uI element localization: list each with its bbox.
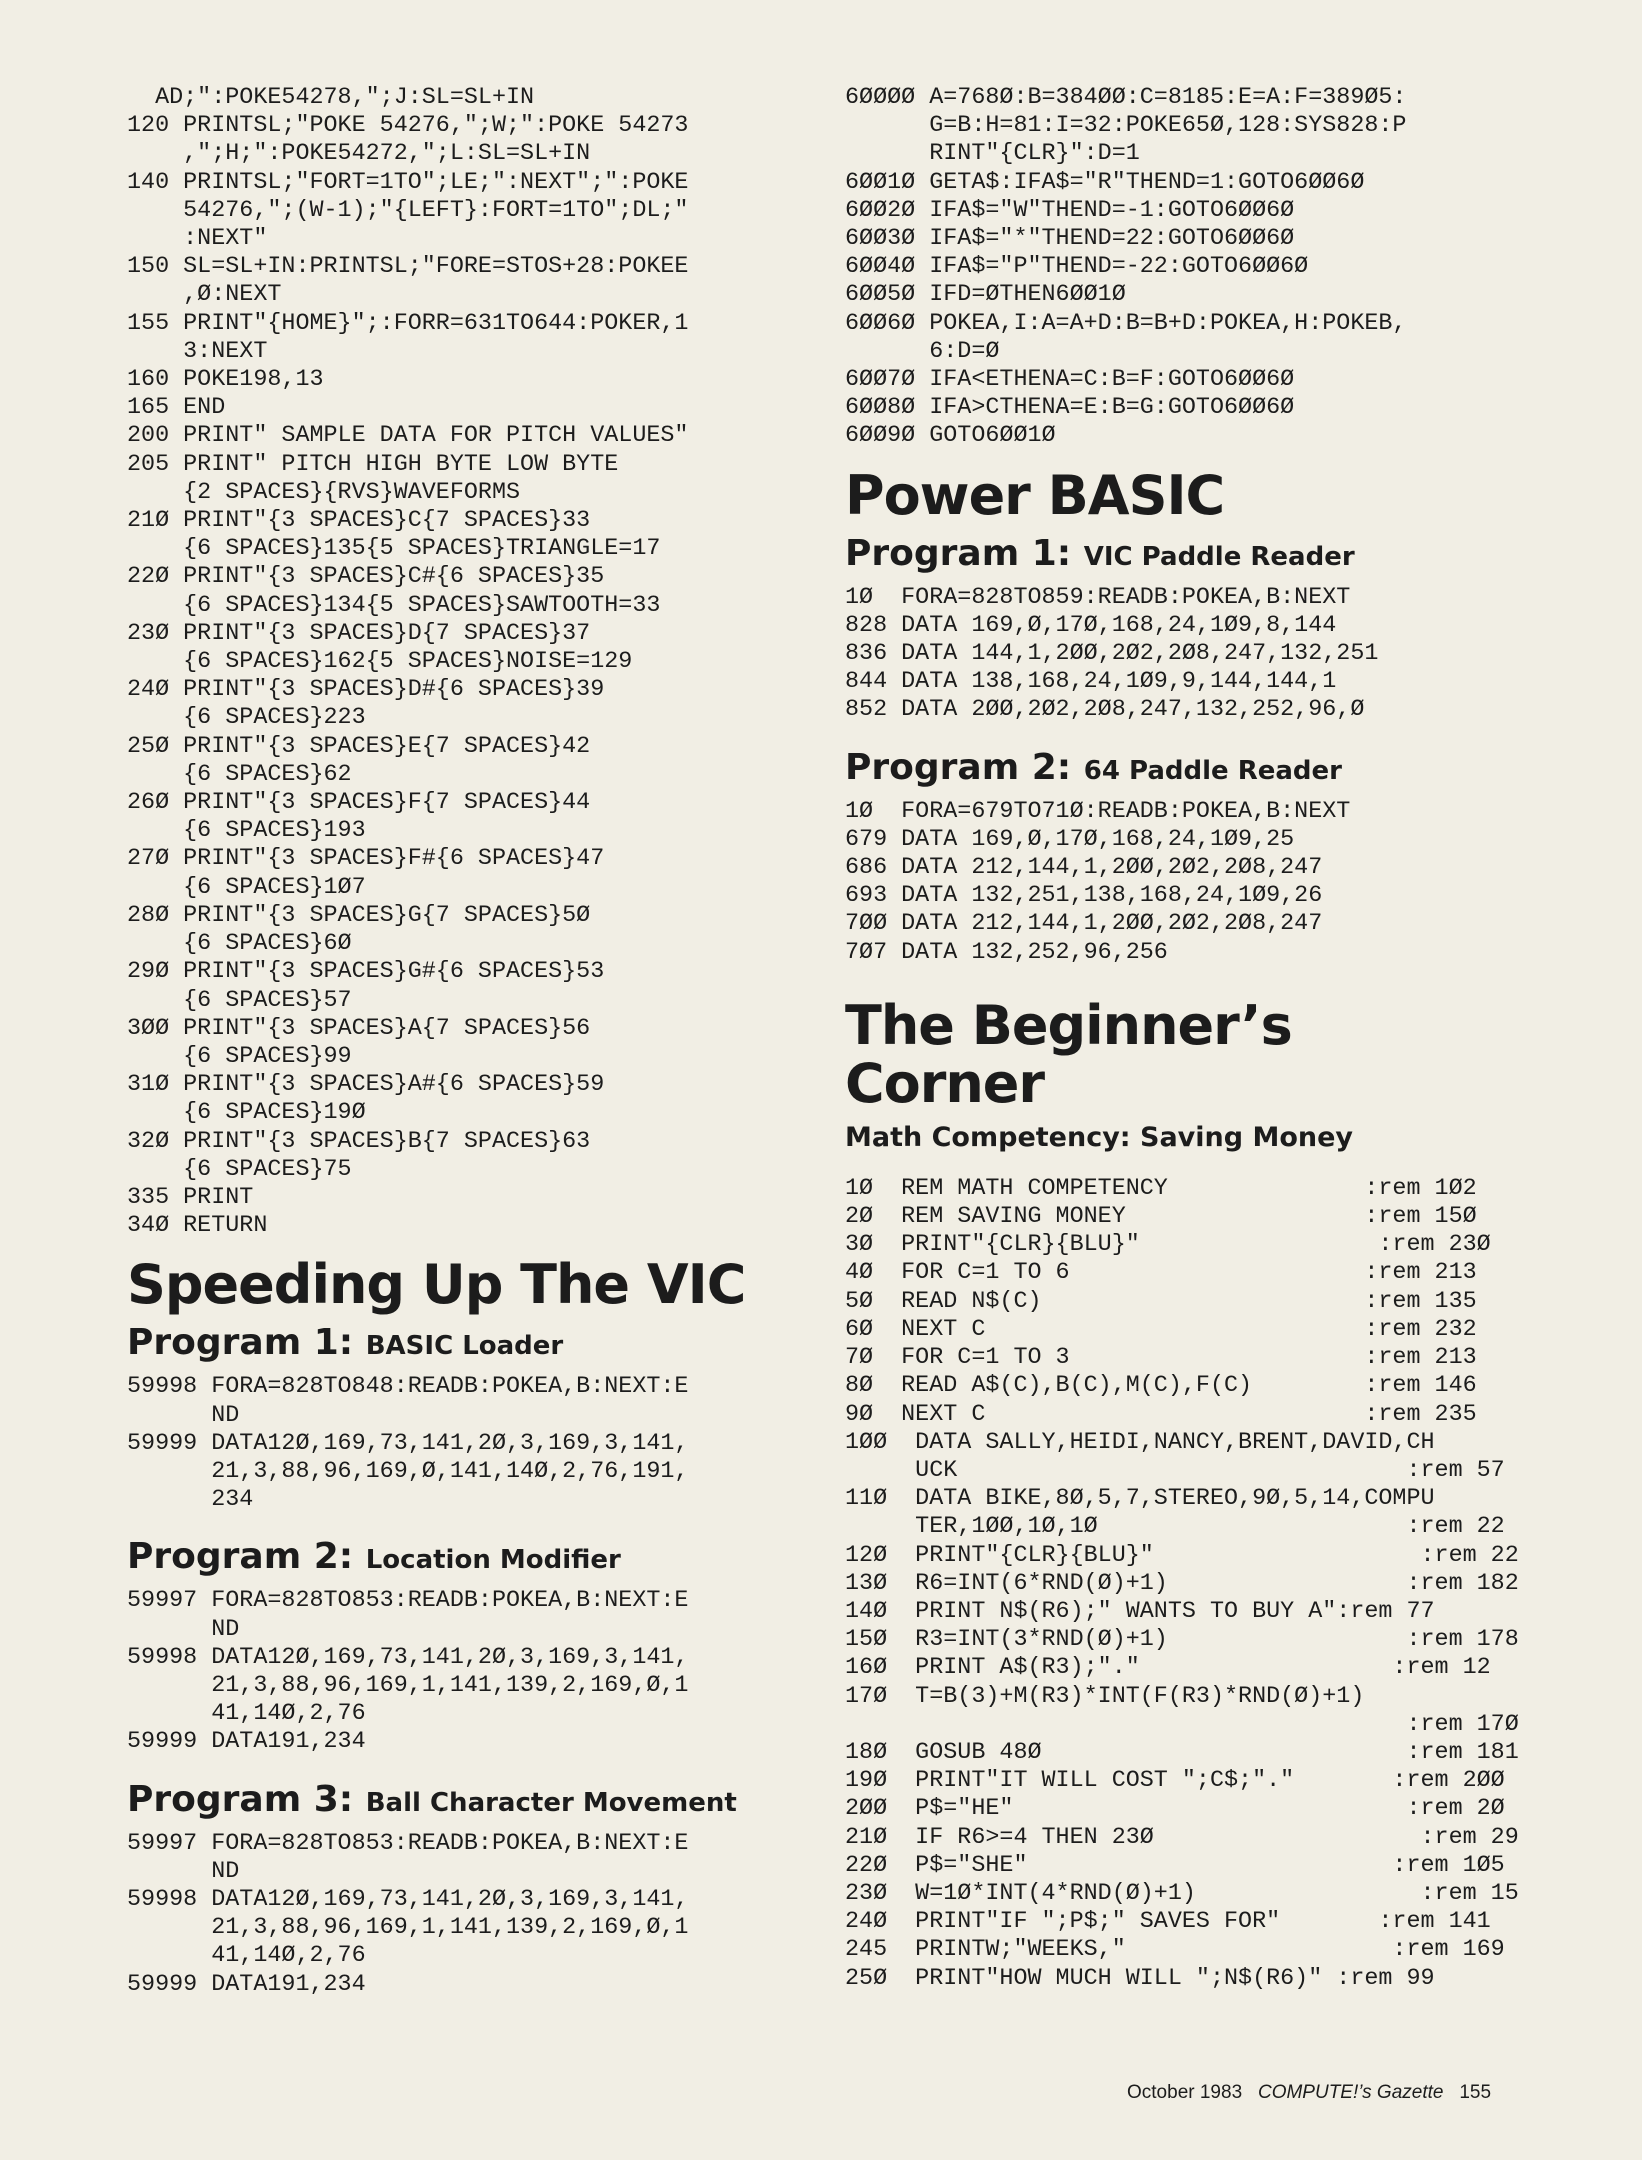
code-line: 17Ø T=B(3)+M(R3)*INT(F(R3)*RND(Ø)+1) xyxy=(845,1683,1365,1710)
code-line: 6Ø NEXT C :rem 232 xyxy=(845,1316,1477,1343)
code-line: 14Ø PRINT N$(R6);" WANTS TO BUY A":rem 77 xyxy=(845,1598,1435,1625)
code-line: 27Ø PRINT"{3 SPACES}F#{6 SPACES}47 xyxy=(127,846,605,873)
code-line: 28Ø PRINT"{3 SPACES}G{7 SPACES}5Ø xyxy=(127,902,591,929)
code-line: G=B:H=81:I=32:POKE65Ø,128:SYS828:P xyxy=(845,113,1407,140)
power-program-1-heading: Program 1: VIC Paddle Reader xyxy=(845,532,1355,574)
code-line: {6 SPACES}193 xyxy=(127,818,366,845)
power-program-2-heading: Program 2: 64 Paddle Reader xyxy=(845,746,1342,788)
code-line: 3ØØ PRINT"{3 SPACES}A{7 SPACES}56 xyxy=(127,1015,591,1042)
left-column xyxy=(127,84,817,1999)
code-line: {6 SPACES}134{5 SPACES}SAWTOOTH=33 xyxy=(127,592,661,619)
code-line: 7Ø7 DATA 132,252,96,256 xyxy=(845,939,1168,966)
code-line: 6ØØ6Ø POKEA,I:A=A+D:B=B+D:POKEA,H:POKEB, xyxy=(845,310,1407,337)
code-line: 9Ø NEXT C :rem 235 xyxy=(845,1401,1477,1428)
code-line: :NEXT" xyxy=(127,226,268,253)
code-line: 165 END xyxy=(127,395,226,422)
code-line: 160 POKE198,13 xyxy=(127,367,324,394)
code-line: 24Ø PRINT"IF ";P$;" SAVES FOR" :rem 141 xyxy=(845,1909,1491,1936)
code-line: 205 PRINT" PITCH HIGH BYTE LOW BYTE xyxy=(127,451,619,478)
code-line: {6 SPACES}6Ø xyxy=(127,931,352,958)
power-program-1-listing xyxy=(845,584,1535,725)
code-line: 3Ø PRINT"{CLR}{BLU}" :rem 23Ø xyxy=(845,1232,1491,1259)
code-line: 15Ø R3=INT(3*RND(Ø)+1) :rem 178 xyxy=(845,1627,1519,1654)
code-line: 679 DATA 169,Ø,17Ø,168,24,1Ø9,25 xyxy=(845,826,1295,853)
issue-date: October 1983 xyxy=(1127,2082,1243,2103)
code-line: 234 xyxy=(127,1487,254,1514)
code-line: 6ØØ2Ø IFA$="W"THEND=-1:GOTO6ØØ6Ø xyxy=(845,197,1295,224)
code-line: 21Ø PRINT"{3 SPACES}C{7 SPACES}33 xyxy=(127,508,591,535)
code-line: AD;":POKE54278,";J:SL=SL+IN xyxy=(127,85,535,111)
code-line: 150 SL=SL+IN:PRINTSL;"FORE=STOS+28:POKEE xyxy=(127,254,689,281)
code-line: {6 SPACES}1Ø7 xyxy=(127,874,366,901)
code-line: 21,3,88,96,169,Ø,141,14Ø,2,76,191, xyxy=(127,1458,689,1485)
code-line: 120 PRINTSL;"POKE 54276,";W;":POKE 54273 xyxy=(127,113,689,140)
code-line: ,";H;":POKE54272,";L:SL=SL+IN xyxy=(127,141,591,168)
code-line: RINT"{CLR}":D=1 xyxy=(845,141,1140,168)
code-line: ND xyxy=(127,1858,240,1885)
code-line: 16Ø PRINT A$(R3);"." :rem 12 xyxy=(845,1655,1491,1682)
code-line: 59999 DATA12Ø,169,73,141,2Ø,3,169,3,141, xyxy=(127,1430,689,1457)
code-line: 41,14Ø,2,76 xyxy=(127,1943,366,1970)
section-title-power-basic: Power BASIC xyxy=(845,463,1225,527)
code-line: 59998 DATA12Ø,169,73,141,2Ø,3,169,3,141, xyxy=(127,1644,689,1671)
code-line: 59999 DATA191,234 xyxy=(127,1971,366,1998)
section-title-beginners-corner: The Beginner’s Corner xyxy=(845,993,1292,1115)
power-program-2-listing xyxy=(845,798,1535,967)
code-line: 8Ø READ A$(C),B(C),M(C),F(C) :rem 146 xyxy=(845,1373,1477,1400)
program-3-heading: Program 3: Ball Character Movement xyxy=(127,1778,737,1820)
code-line: 5Ø READ N$(C) :rem 135 xyxy=(845,1288,1477,1315)
code-line: 25Ø PRINT"HOW MUCH WILL ";N$(R6)" :rem 99 xyxy=(845,1965,1435,1992)
code-line: 54276,";(W-1);"{LEFT}:FORT=1TO";DL;" xyxy=(127,197,689,224)
code-line: 828 DATA 169,Ø,17Ø,168,24,1Ø9,8,144 xyxy=(845,612,1337,639)
code-line: 6ØØ8Ø IFA>CTHENA=E:B=G:GOTO6ØØ6Ø xyxy=(845,395,1295,422)
code-line: {6 SPACES}57 xyxy=(127,987,352,1014)
code-line: 18Ø GOSUB 48Ø :rem 181 xyxy=(845,1739,1519,1766)
code-line: {2 SPACES}{RVS}WAVEFORMS xyxy=(127,479,521,506)
code-line: ,Ø:NEXT xyxy=(127,282,282,309)
code-line: {6 SPACES}223 xyxy=(127,705,366,732)
code-line: 22Ø PRINT"{3 SPACES}C#{6 SPACES}35 xyxy=(127,564,605,591)
magazine-name: COMPUTE!’s Gazette xyxy=(1257,2082,1444,2103)
program-1-heading: Program 1: BASIC Loader xyxy=(127,1322,564,1364)
program-listing-continued-right xyxy=(845,84,1535,451)
program-2-heading: Program 2: Location Modifier xyxy=(127,1536,621,1578)
code-line: 1ØØ DATA SALLY,HEIDI,NANCY,BRENT,DAVID,CH xyxy=(845,1429,1435,1456)
code-line: 23Ø PRINT"{3 SPACES}D{7 SPACES}37 xyxy=(127,620,591,647)
code-line: 836 DATA 144,1,2ØØ,2Ø2,2Ø8,247,132,251 xyxy=(845,641,1379,668)
code-line: 1Ø FORA=679TO71Ø:READB:POKEA,B:NEXT xyxy=(845,798,1351,825)
code-line: 59998 FORA=828TO848:READB:POKEA,B:NEXT:E xyxy=(127,1374,689,1401)
math-competency-listing xyxy=(845,1175,1535,1993)
code-line: 24Ø PRINT"{3 SPACES}D#{6 SPACES}39 xyxy=(127,677,605,704)
code-line: 7Ø FOR C=1 TO 3 :rem 213 xyxy=(845,1345,1477,1372)
page-footer xyxy=(1127,2082,1491,2104)
code-line: 6:D=Ø xyxy=(845,338,1000,365)
code-line: 140 PRINTSL;"FORT=1TO";LE;":NEXT";":POKE xyxy=(127,169,689,196)
code-line: {6 SPACES}99 xyxy=(127,1043,352,1070)
code-line: 7ØØ DATA 212,144,1,2ØØ,2Ø2,2Ø8,247 xyxy=(845,911,1323,938)
code-line: 59997 FORA=828TO853:READB:POKEA,B:NEXT:E xyxy=(127,1588,689,1615)
code-line: 3:NEXT xyxy=(127,338,268,365)
code-line: {6 SPACES}75 xyxy=(127,1156,352,1183)
code-line: 31Ø PRINT"{3 SPACES}A#{6 SPACES}59 xyxy=(127,1072,605,1099)
code-line: 22Ø P$="SHE" :rem 1Ø5 xyxy=(845,1852,1505,1879)
code-line: :rem 17Ø xyxy=(845,1711,1519,1738)
section-title-speeding-up-the-vic: Speeding Up The VIC xyxy=(127,1253,746,1317)
code-line: 245 PRINTW;"WEEKS," :rem 169 xyxy=(845,1937,1505,1964)
code-line: 844 DATA 138,168,24,1Ø9,9,144,144,1 xyxy=(845,669,1337,696)
code-line: 34Ø RETURN xyxy=(127,1213,268,1240)
code-line: ND xyxy=(127,1402,240,1429)
code-line: 335 PRINT xyxy=(127,1184,254,1211)
code-line: 4Ø FOR C=1 TO 6 :rem 213 xyxy=(845,1260,1477,1287)
code-line: 21,3,88,96,169,1,141,139,2,169,Ø,1 xyxy=(127,1672,689,1699)
code-line: 26Ø PRINT"{3 SPACES}F{7 SPACES}44 xyxy=(127,790,591,817)
code-line: 6ØØ4Ø IFA$="P"THEND=-22:GOTO6ØØ6Ø xyxy=(845,254,1309,281)
code-line: 6ØØ1Ø GETA$:IFA$="R"THEND=1:GOTO6ØØ6Ø xyxy=(845,169,1365,196)
program-1-listing xyxy=(127,1373,817,1514)
code-line: 1Ø REM MATH COMPETENCY :rem 1Ø2 xyxy=(845,1175,1477,1202)
code-line: 1Ø FORA=828TO859:READB:POKEA,B:NEXT xyxy=(845,584,1351,611)
code-line: 59997 FORA=828TO853:READB:POKEA,B:NEXT:E xyxy=(127,1830,689,1857)
code-line: 6ØØ7Ø IFA<ETHENA=C:B=F:GOTO6ØØ6Ø xyxy=(845,367,1295,394)
code-line: 6ØØ5Ø IFD=ØTHEN6ØØ1Ø xyxy=(845,282,1126,309)
page-number: 155 xyxy=(1459,2082,1492,2103)
code-line: 21Ø IF R6>=4 THEN 23Ø :rem 29 xyxy=(845,1824,1519,1851)
code-line: 6ØØ9Ø GOTO6ØØ1Ø xyxy=(845,423,1056,450)
code-line: 852 DATA 2ØØ,2Ø2,2Ø8,247,132,252,96,Ø xyxy=(845,697,1365,724)
code-line: 11Ø DATA BIKE,8Ø,5,7,STEREO,9Ø,5,14,COMPU xyxy=(845,1486,1435,1513)
code-line: 12Ø PRINT"{CLR}{BLU}" :rem 22 xyxy=(845,1542,1519,1569)
program-listing-continued xyxy=(127,84,817,1240)
code-line: {6 SPACES}135{5 SPACES}TRIANGLE=17 xyxy=(127,536,661,563)
code-line: 59998 DATA12Ø,169,73,141,2Ø,3,169,3,141, xyxy=(127,1886,689,1913)
code-line: 41,14Ø,2,76 xyxy=(127,1701,366,1728)
code-line: 32Ø PRINT"{3 SPACES}B{7 SPACES}63 xyxy=(127,1128,591,1155)
program-2-listing xyxy=(127,1587,817,1756)
code-line: 21,3,88,96,169,1,141,139,2,169,Ø,1 xyxy=(127,1915,689,1942)
program-3-listing xyxy=(127,1830,817,1999)
code-line: 2ØØ P$="HE" :rem 2Ø xyxy=(845,1796,1505,1823)
code-line: 686 DATA 212,144,1,2ØØ,2Ø2,2Ø8,247 xyxy=(845,855,1323,882)
code-line: 693 DATA 132,251,138,168,24,1Ø9,26 xyxy=(845,883,1323,910)
code-line: 25Ø PRINT"{3 SPACES}E{7 SPACES}42 xyxy=(127,733,591,760)
beginners-subtitle: Math Competency: Saving Money xyxy=(845,1121,1354,1153)
right-column xyxy=(845,84,1535,1993)
code-line: {6 SPACES}19Ø xyxy=(127,1100,366,1127)
code-line: 19Ø PRINT"IT WILL COST ";C$;"." :rem 2ØØ xyxy=(845,1768,1505,1795)
code-line: 155 PRINT"{HOME}";:FORR=631TO644:POKER,1 xyxy=(127,310,689,337)
code-line: ND xyxy=(127,1616,240,1643)
code-line: TER,1ØØ,1Ø,1Ø :rem 22 xyxy=(845,1514,1505,1541)
code-line: 200 PRINT" SAMPLE DATA FOR PITCH VALUES" xyxy=(127,423,689,450)
code-line: 2Ø REM SAVING MONEY :rem 15Ø xyxy=(845,1204,1477,1231)
code-line: 6ØØØØ A=768Ø:B=384ØØ:C=8185:E=A:F=389Ø5: xyxy=(845,85,1407,111)
code-line: 29Ø PRINT"{3 SPACES}G#{6 SPACES}53 xyxy=(127,959,605,986)
code-line: UCK :rem 57 xyxy=(845,1457,1505,1484)
code-line: 59999 DATA191,234 xyxy=(127,1729,366,1756)
code-line: {6 SPACES}62 xyxy=(127,761,352,788)
code-line: 23Ø W=1Ø*INT(4*RND(Ø)+1) :rem 15 xyxy=(845,1880,1519,1907)
code-line: 13Ø R6=INT(6*RND(Ø)+1) :rem 182 xyxy=(845,1570,1519,1597)
code-line: 6ØØ3Ø IFA$="*"THEND=22:GOTO6ØØ6Ø xyxy=(845,226,1295,253)
code-line: {6 SPACES}162{5 SPACES}NOISE=129 xyxy=(127,649,633,676)
